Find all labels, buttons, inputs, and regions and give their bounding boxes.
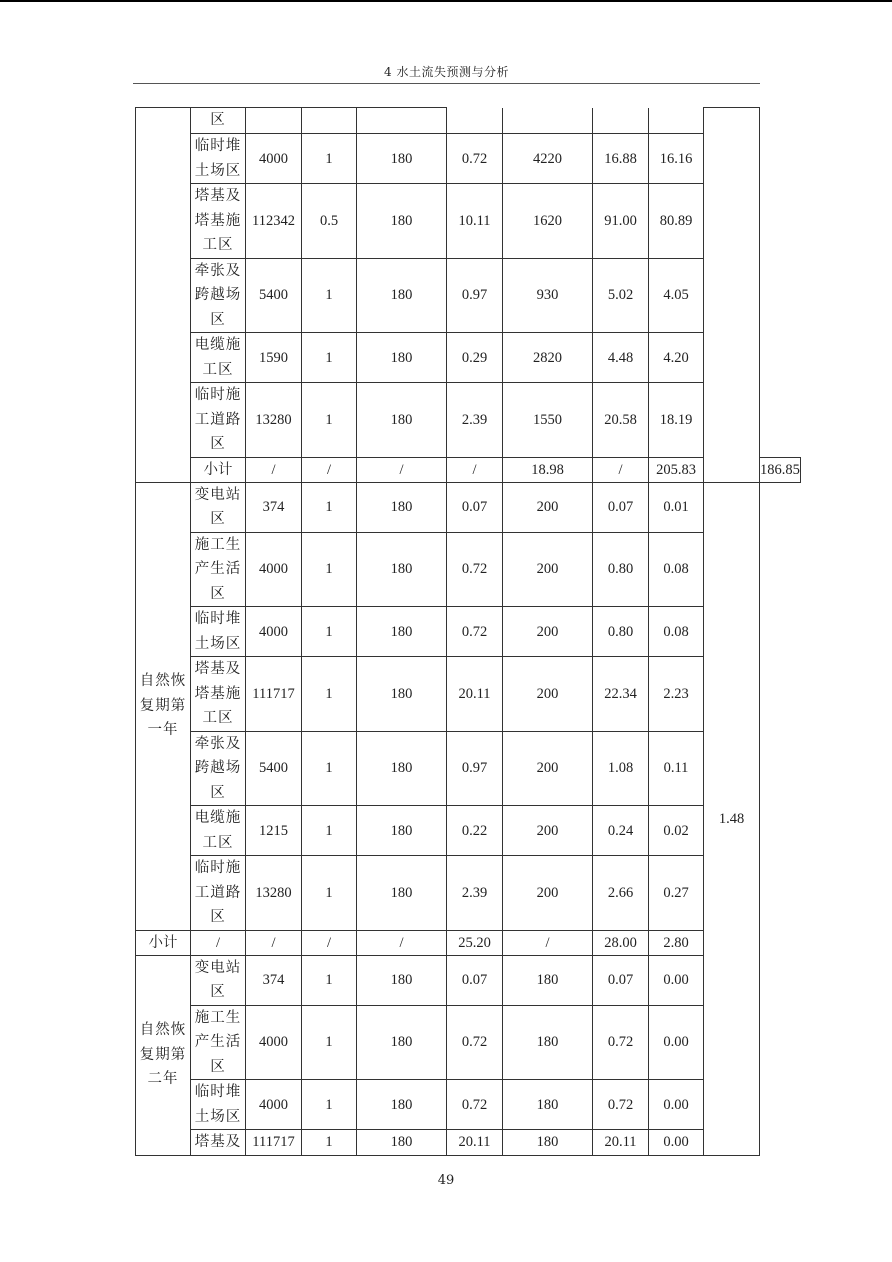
table-cell: 1 [302, 731, 357, 806]
table-cell: 2.39 [447, 856, 503, 931]
table-cell: 4000 [246, 1080, 302, 1130]
table-cell: 4.48 [593, 333, 649, 383]
table-cell: 180 [357, 856, 447, 931]
table-cell: 200 [503, 657, 593, 732]
table-cell: 0.07 [593, 482, 649, 532]
table-cell: 180 [503, 1080, 593, 1130]
table-cell: 1 [302, 1080, 357, 1130]
table-cell: 20.11 [447, 1130, 503, 1156]
table-cell: / [357, 930, 447, 955]
table-cell: 1.08 [593, 731, 649, 806]
area-name-cell: 施工生产生活区 [191, 532, 246, 607]
area-name-cell: 临时施工道路区 [191, 383, 246, 458]
table-cell: 200 [503, 482, 593, 532]
table-cell: / [593, 457, 649, 482]
table-cell: 0.29 [447, 333, 503, 383]
table-cell: 0.97 [447, 731, 503, 806]
table-row [136, 134, 801, 184]
area-name-cell: 区 [191, 108, 246, 134]
table-cell: 180 [357, 134, 447, 184]
table-cell: 4.20 [649, 333, 704, 383]
table-cell [704, 108, 760, 483]
table-cell: 1 [302, 607, 357, 657]
subtotal-label: 小计 [136, 930, 191, 955]
table-cell: 0.72 [447, 1005, 503, 1080]
table-cell: 2.23 [649, 657, 704, 732]
table-cell: 1620 [503, 184, 593, 259]
table-cell: 0.00 [649, 955, 704, 1005]
table-row [136, 333, 801, 383]
table-cell: 0.72 [593, 1005, 649, 1080]
table-cell: 180 [503, 1130, 593, 1156]
table-cell: 91.00 [593, 184, 649, 259]
table-cell: 0.01 [649, 482, 704, 532]
table-cell: 1 [302, 333, 357, 383]
table-cell: 20.11 [593, 1130, 649, 1156]
table-cell: 1 [302, 383, 357, 458]
table-row [136, 657, 801, 732]
table-cell: / [191, 930, 246, 955]
header-rule [133, 83, 760, 84]
table-cell: 0.08 [649, 607, 704, 657]
table-cell: 1550 [503, 383, 593, 458]
table-cell: 1 [302, 856, 357, 931]
table-cell: / [302, 457, 357, 482]
table-row [136, 856, 801, 931]
table-cell: 22.34 [593, 657, 649, 732]
table-cell: 5400 [246, 731, 302, 806]
running-header: 4 水土流失预测与分析 [384, 65, 509, 79]
period-cell [136, 108, 191, 483]
soil-erosion-table [135, 107, 801, 1156]
table-cell: 111717 [246, 657, 302, 732]
table-row [136, 383, 801, 458]
table-cell: 1215 [246, 806, 302, 856]
area-name-cell: 临时堆土场区 [191, 134, 246, 184]
table-cell: 0.97 [447, 258, 503, 333]
table-cell [357, 108, 447, 134]
table-cell [447, 108, 503, 134]
period-cell: 自然恢复期第一年 [136, 482, 191, 930]
area-name-cell: 塔基及塔基施工区 [191, 184, 246, 259]
table-cell: 1 [302, 955, 357, 1005]
table-row [136, 482, 801, 532]
table-cell: 180 [357, 1130, 447, 1156]
table-row [136, 532, 801, 607]
table-cell: 4000 [246, 607, 302, 657]
table-cell: 0.22 [447, 806, 503, 856]
table-cell: 200 [503, 607, 593, 657]
table-row [136, 258, 801, 333]
table-cell: 1 [302, 1005, 357, 1080]
table-cell: 0.72 [447, 1080, 503, 1130]
period-cell: 自然恢复期第二年 [136, 955, 191, 1155]
table-cell: 112342 [246, 184, 302, 259]
table-cell: 0.80 [593, 532, 649, 607]
table-cell: / [302, 930, 357, 955]
table-cell: 180 [503, 1005, 593, 1080]
table-row [136, 955, 801, 1005]
table-cell: 180 [357, 333, 447, 383]
table-cell: 0.27 [649, 856, 704, 931]
table-cell: 205.83 [649, 457, 704, 482]
table-cell: 2.66 [593, 856, 649, 931]
table-cell: 0.80 [593, 607, 649, 657]
table-cell: 180 [357, 184, 447, 259]
table-cell: 5.02 [593, 258, 649, 333]
table-cell: 5400 [246, 258, 302, 333]
subtotal-row [136, 457, 801, 482]
table-cell: 10.11 [447, 184, 503, 259]
area-name-cell: 变电站区 [191, 955, 246, 1005]
table-cell: 180 [357, 607, 447, 657]
table-cell: / [246, 457, 302, 482]
table-cell: 1 [302, 134, 357, 184]
table-cell: 200 [503, 532, 593, 607]
table-cell: 111717 [246, 1130, 302, 1156]
table-cell: 1 [302, 482, 357, 532]
table-row [136, 184, 801, 259]
table-row [136, 607, 801, 657]
table-cell: 180 [357, 955, 447, 1005]
table-cell: 0.72 [447, 134, 503, 184]
area-name-cell: 牵张及跨越场区 [191, 258, 246, 333]
table-cell: 180 [357, 258, 447, 333]
page-top-border [0, 0, 892, 2]
table-cell: 4.05 [649, 258, 704, 333]
table-cell: 0.72 [447, 532, 503, 607]
table-cell: / [357, 457, 447, 482]
table-cell: 1 [302, 806, 357, 856]
table-cell: 13280 [246, 383, 302, 458]
area-name-cell: 牵张及跨越场区 [191, 731, 246, 806]
table-cell: 1 [302, 532, 357, 607]
table-cell: 930 [503, 258, 593, 333]
area-name-cell: 临时施工道路区 [191, 856, 246, 931]
table-cell: 180 [503, 955, 593, 1005]
table-cell: 0.5 [302, 184, 357, 259]
table-cell [649, 108, 704, 134]
table-cell: 180 [357, 482, 447, 532]
table-cell: 1 [302, 657, 357, 732]
table-cell: 200 [503, 731, 593, 806]
table-cell: 2820 [503, 333, 593, 383]
table-cell [503, 108, 593, 134]
table-cell: 4000 [246, 134, 302, 184]
table-row [136, 1080, 801, 1130]
merged-total-cell: 1.48 [704, 482, 760, 1155]
table-cell: 0.07 [593, 955, 649, 1005]
table-cell: 28.00 [593, 930, 649, 955]
table-row [136, 1005, 801, 1080]
page-number: 49 [437, 1173, 455, 1188]
table-row [136, 806, 801, 856]
table-row [136, 1130, 801, 1156]
table-cell: 180 [357, 731, 447, 806]
table-cell: 80.89 [649, 184, 704, 259]
table-cell: 2.80 [649, 930, 704, 955]
table-cell: 16.16 [649, 134, 704, 184]
table-cell: 200 [503, 806, 593, 856]
table-cell [302, 108, 357, 134]
table-cell: 2.39 [447, 383, 503, 458]
area-name-cell: 临时堆土场区 [191, 1080, 246, 1130]
table-cell: 1 [302, 258, 357, 333]
table-cell [246, 108, 302, 134]
table-cell: 0.72 [447, 607, 503, 657]
table-cell: 0.00 [649, 1005, 704, 1080]
table-cell: 20.58 [593, 383, 649, 458]
table-cell: 180 [357, 383, 447, 458]
table-cell: 4000 [246, 1005, 302, 1080]
table-cell: 0.07 [447, 955, 503, 1005]
table-cell [593, 108, 649, 134]
table-cell: 0.24 [593, 806, 649, 856]
subtotal-label: 小计 [191, 457, 246, 482]
table-cell: 0.08 [649, 532, 704, 607]
area-name-cell: 电缆施工区 [191, 806, 246, 856]
table-row [136, 731, 801, 806]
table-cell: 186.85 [760, 457, 801, 482]
subtotal-row [136, 930, 801, 955]
table-cell: 16.88 [593, 134, 649, 184]
table-cell: 0.11 [649, 731, 704, 806]
table-cell: 180 [357, 1005, 447, 1080]
table-cell: 0.00 [649, 1080, 704, 1130]
table-cell: 0.00 [649, 1130, 704, 1156]
table-cell: 374 [246, 482, 302, 532]
table-cell: 25.20 [447, 930, 503, 955]
table-cell: 180 [357, 532, 447, 607]
table-cell: 180 [357, 657, 447, 732]
area-name-cell: 塔基及塔基施工区 [191, 657, 246, 732]
table-cell: 0.72 [593, 1080, 649, 1130]
table-cell: 0.02 [649, 806, 704, 856]
table-cell: 1590 [246, 333, 302, 383]
area-name-cell: 临时堆土场区 [191, 607, 246, 657]
table-cell: 180 [357, 1080, 447, 1130]
table-cell: 13280 [246, 856, 302, 931]
area-name-cell: 变电站区 [191, 482, 246, 532]
table-cell: / [503, 930, 593, 955]
area-name-cell: 施工生产生活区 [191, 1005, 246, 1080]
table-cell: 4220 [503, 134, 593, 184]
table-row [136, 108, 801, 134]
table-cell: / [246, 930, 302, 955]
table-cell: 18.98 [503, 457, 593, 482]
table-cell: 0.07 [447, 482, 503, 532]
table-cell: 374 [246, 955, 302, 1005]
table-cell: 200 [503, 856, 593, 931]
table-cell: 1 [302, 1130, 357, 1156]
area-name-cell: 电缆施工区 [191, 333, 246, 383]
table-cell: 180 [357, 806, 447, 856]
area-name-cell: 塔基及 [191, 1130, 246, 1156]
table-cell: 18.19 [649, 383, 704, 458]
table-cell: 4000 [246, 532, 302, 607]
table-cell: / [447, 457, 503, 482]
table-cell: 20.11 [447, 657, 503, 732]
